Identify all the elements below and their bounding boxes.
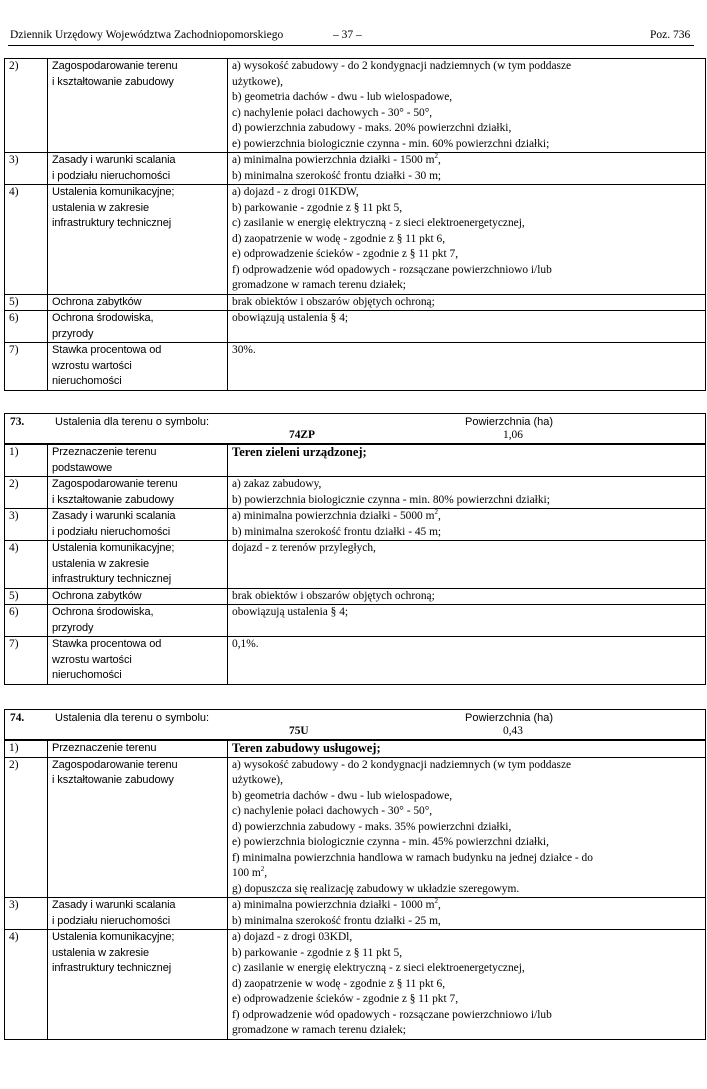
row-provisions xyxy=(228,588,706,605)
table-row xyxy=(5,311,706,343)
provision-line: e) odprowadzenie ścieków - zgodnie z § 11 pkt 7, xyxy=(232,248,459,260)
provision-line: b) parkowanie - zgodnie z § 11 pkt 5, xyxy=(232,946,403,959)
table-row xyxy=(5,185,706,295)
section-header-row xyxy=(5,414,706,445)
category-line: Zagospodarowanie terenu xyxy=(52,60,178,72)
row-category xyxy=(48,637,228,685)
table-row xyxy=(5,153,706,185)
category-line: Przeznaczenie terenu xyxy=(52,446,157,458)
section-label: Ustalenia dla terenu o symbolu: xyxy=(55,712,210,724)
category-line: Przeznaczenie terenu xyxy=(52,742,157,754)
row-number: 6) xyxy=(5,605,48,637)
provision-line: a) wysokość zabudowy - do 2 kondygnacji nadziemnych (w tym poddasze xyxy=(232,758,572,771)
row-provisions xyxy=(228,605,706,637)
provision-line: e) odprowadzenie ścieków - zgodnie z § 11 pkt 7, xyxy=(232,993,459,1005)
provision-line: 100 $m^2$, xyxy=(232,865,268,879)
row-category xyxy=(48,343,228,391)
provision-line: gromadzone w ramach terenu działek; xyxy=(232,1024,406,1036)
table-row xyxy=(5,477,706,509)
category-line: i kształtowanie zabudowy xyxy=(52,493,174,506)
category-line: Ustalenia komunikacyjne; xyxy=(52,542,175,554)
provision-line: a) wysokość zabudowy - do 2 kondygnacji nadziemnych (w tym poddasze xyxy=(232,60,572,72)
row-provisions xyxy=(228,343,706,391)
provision-line: c) zasilanie w energię elektryczną - z sieci elektroenergetycznej, xyxy=(232,217,525,229)
row-category xyxy=(48,477,228,509)
row-number: 3) xyxy=(5,898,48,930)
row-provisions xyxy=(228,757,706,898)
category-line: wzrostu wartości xyxy=(52,653,132,666)
category-line: przyrody xyxy=(52,621,94,634)
row-number: 5) xyxy=(5,294,48,311)
provision-line: 0,1%. xyxy=(232,638,259,650)
provision-line: użytkowe), xyxy=(232,75,283,88)
category-line: Ochrona środowiska, xyxy=(52,606,154,618)
provision-line: b) minimalna szerokość frontu działki - 25 m, xyxy=(232,914,441,927)
provision-line: obowiązują ustalenia § 4; xyxy=(232,606,349,618)
row-category xyxy=(48,757,228,898)
row-category xyxy=(48,930,228,1040)
category-line: i kształtowanie zabudowy xyxy=(52,75,174,88)
category-line: ustalenia w zakresie xyxy=(52,201,150,214)
table-row xyxy=(5,509,706,541)
category-line: Zasady i warunki scalania xyxy=(52,899,176,911)
provision-line: c) nachylenie połaci dachowych - 30° - 50°, xyxy=(232,106,433,119)
row-category xyxy=(48,605,228,637)
table-row xyxy=(5,637,706,685)
provision-line: brak obiektów i obszarów objętych ochroną; xyxy=(232,295,435,308)
provision-line: g) dopuszcza się realizację zabudowy w układzie szeregowym. xyxy=(232,882,520,895)
row-number: 4) xyxy=(5,541,48,589)
row-provisions xyxy=(228,477,706,509)
category-line: i podziału nieruchomości xyxy=(52,525,171,538)
category-line: nieruchomości xyxy=(52,669,122,681)
provision-line: a) dojazd - z drogi 01KDW, xyxy=(232,186,359,198)
provision-line: b) geometria dachów - dwu - lub wielospadowe, xyxy=(232,789,453,802)
provision-line: d) zaopatrzenie w wodę - zgodnie z § 11 pkt 6, xyxy=(232,977,446,990)
category-line: Ustalenia komunikacyjne; xyxy=(52,186,175,198)
row-number: 7) xyxy=(5,637,48,685)
zoning-table-3 xyxy=(4,709,706,1040)
provision-line: c) nachylenie połaci dachowych - 30° - 50°, xyxy=(232,805,433,817)
category-line: Ochrona środowiska, xyxy=(52,312,154,324)
table-row xyxy=(5,444,706,477)
provision-line: e) powierzchnia biologicznie czynna - min. 60% powierzchni działki; xyxy=(232,137,550,150)
page-number: – 37 – xyxy=(333,29,362,41)
row-provisions xyxy=(228,153,706,185)
category-line: i podziału nieruchomości xyxy=(52,914,171,927)
section-label: Ustalenia dla terenu o symbolu: xyxy=(55,416,210,428)
provision-line: e) powierzchnia biologicznie czynna - min. 45% powierzchni działki, xyxy=(232,836,549,848)
category-line: i podziału nieruchomości xyxy=(52,169,171,182)
table-row xyxy=(5,930,706,1040)
row-category xyxy=(48,541,228,589)
table-row xyxy=(5,740,706,757)
table-row xyxy=(5,588,706,605)
category-line: i kształtowanie zabudowy xyxy=(52,774,174,786)
table-row xyxy=(5,541,706,589)
area-label: Powierzchnia (ha) xyxy=(465,712,554,724)
provision-line: a) zakaz zabudowy, xyxy=(232,478,322,490)
position-number: Poz. 736 xyxy=(650,29,691,41)
provision-line: f) odprowadzenie wód opadowych - rozsączane powierzchniowo i/lub xyxy=(232,1008,552,1021)
journal-title: Dziennik Urzędowy Województwa Zachodniopomorskiego xyxy=(10,29,284,41)
provision-line: a) minimalna powierzchnia działki - 5000 $m^2$, xyxy=(232,508,441,522)
table-row xyxy=(5,605,706,637)
category-line: infrastruktury technicznej xyxy=(52,217,172,229)
row-category xyxy=(48,740,228,757)
row-category xyxy=(48,509,228,541)
table-row xyxy=(5,294,706,311)
zone-area: 0,43 xyxy=(503,725,523,737)
zone-area: 1,06 xyxy=(503,429,523,441)
category-line: Zagospodarowanie terenu xyxy=(52,478,178,490)
category-line: ustalenia w zakresie xyxy=(52,557,150,570)
row-category xyxy=(48,59,228,153)
row-number: 7) xyxy=(5,343,48,391)
row-number: 2) xyxy=(5,59,48,153)
row-category xyxy=(48,185,228,295)
row-provisions xyxy=(228,311,706,343)
row-category xyxy=(48,294,228,311)
category-line: Zagospodarowanie terenu xyxy=(52,758,178,771)
row-provisions xyxy=(228,444,706,477)
provision-line: a) minimalna powierzchnia działki - 1000 $m^2$, xyxy=(232,897,441,911)
row-number: 1) xyxy=(5,444,48,477)
provision-line: brak obiektów i obszarów objętych ochroną; xyxy=(232,589,435,602)
row-provisions xyxy=(228,740,706,757)
section-number: 73. xyxy=(10,416,25,428)
row-category xyxy=(48,898,228,930)
provision-line: dojazd - z terenów przyległych, xyxy=(232,542,376,554)
zoning-table-1 xyxy=(4,58,706,391)
provision-line: 30%. xyxy=(232,344,256,356)
row-provisions xyxy=(228,59,706,153)
provision-line: d) powierzchnia zabudowy - maks. 35% powierzchni działki, xyxy=(232,820,512,833)
category-line: podstawowe xyxy=(52,461,113,474)
row-provisions xyxy=(228,294,706,311)
provision-line: d) powierzchnia zabudowy - maks. 20% powierzchni działki, xyxy=(232,122,512,134)
row-provisions xyxy=(228,898,706,930)
row-category xyxy=(48,588,228,605)
provision-line: f) minimalna powierzchnia handlowa w ramach budynku na jednej działce - do xyxy=(232,851,593,864)
provision-line: a) minimalna powierzchnia działki - 1500 $m^2$, xyxy=(232,152,441,166)
row-provisions xyxy=(228,541,706,589)
provision-line: b) parkowanie - zgodnie z § 11 pkt 5, xyxy=(232,201,403,214)
provision-line: b) geometria dachów - dwu - lub wielospadowe, xyxy=(232,91,453,103)
row-category xyxy=(48,444,228,477)
category-line: przyrody xyxy=(52,327,94,340)
row-number: 2) xyxy=(5,477,48,509)
section-number: 74. xyxy=(10,712,25,724)
row-provisions xyxy=(228,509,706,541)
provision-line: d) zaopatrzenie w wodę - zgodnie z § 11 pkt 6, xyxy=(232,232,446,245)
row-number: 5) xyxy=(5,588,48,605)
row-provisions xyxy=(228,185,706,295)
zoning-table-2 xyxy=(4,413,706,685)
provision-line: c) zasilanie w energię elektryczną - z sieci elektroenergetycznej, xyxy=(232,962,525,974)
category-line: Ochrona zabytków xyxy=(52,295,142,308)
zone-designation: Teren zabudowy usługowej; xyxy=(232,741,381,755)
row-category xyxy=(48,311,228,343)
row-number: 3) xyxy=(5,509,48,541)
row-number: 4) xyxy=(5,185,48,295)
provision-line: b) minimalna szerokość frontu działki - 30 m; xyxy=(232,169,442,182)
provision-line: b) minimalna szerokość frontu działki - 45 m; xyxy=(232,525,442,538)
category-line: ustalenia w zakresie xyxy=(52,946,150,959)
row-provisions xyxy=(228,930,706,1040)
category-line: Ustalenia komunikacyjne; xyxy=(52,931,175,943)
area-label: Powierzchnia (ha) xyxy=(465,416,554,428)
zone-symbol: 75U xyxy=(289,725,309,737)
provision-line: gromadzone w ramach terenu działek; xyxy=(232,279,406,291)
zone-symbol: 74ZP xyxy=(289,429,315,441)
table-row xyxy=(5,59,706,153)
category-line: Stawka procentowa od xyxy=(52,638,162,650)
provision-line: użytkowe), xyxy=(232,774,283,786)
category-line: wzrostu wartości xyxy=(52,359,132,372)
zone-designation: Teren zieleni urządzonej; xyxy=(232,445,367,459)
category-line: infrastruktury technicznej xyxy=(52,962,172,974)
provision-line: b) powierzchnia biologicznie czynna - min. 80% powierzchni działki; xyxy=(232,493,550,506)
row-number: 3) xyxy=(5,153,48,185)
row-number: 1) xyxy=(5,740,48,757)
section-header-row xyxy=(5,710,706,741)
category-line: nieruchomości xyxy=(52,375,122,387)
provision-line: obowiązują ustalenia § 4; xyxy=(232,312,349,324)
category-line: Zasady i warunki scalania xyxy=(52,154,176,166)
provision-line: f) odprowadzenie wód opadowych - rozsączane powierzchniowo i/lub xyxy=(232,263,552,276)
category-line: infrastruktury technicznej xyxy=(52,573,172,585)
table-row xyxy=(5,898,706,930)
row-number: 4) xyxy=(5,930,48,1040)
table-row xyxy=(5,757,706,898)
provision-line: a) dojazd - z drogi 03KDl, xyxy=(232,931,353,943)
row-category xyxy=(48,153,228,185)
category-line: Stawka procentowa od xyxy=(52,344,162,356)
category-line: Ochrona zabytków xyxy=(52,589,142,602)
row-number: 2) xyxy=(5,757,48,898)
row-provisions xyxy=(228,637,706,685)
category-line: Zasady i warunki scalania xyxy=(52,510,176,522)
row-number: 6) xyxy=(5,311,48,343)
header-rule xyxy=(8,45,694,46)
table-row xyxy=(5,343,706,391)
